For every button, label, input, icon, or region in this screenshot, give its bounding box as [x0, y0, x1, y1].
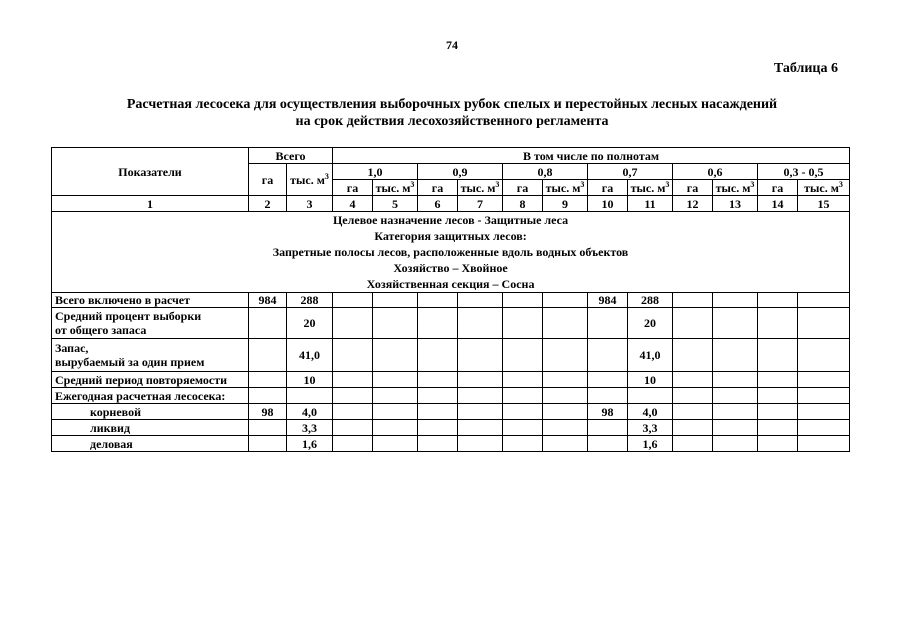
cell-total-m3: 1,6: [287, 436, 333, 452]
column-number: 14: [758, 196, 798, 212]
row-label-line: от общего запаса: [55, 323, 147, 337]
cell-d07-m3: 41,0: [628, 339, 673, 372]
row-label-line: корневой: [90, 404, 141, 419]
column-number: 9: [543, 196, 588, 212]
empty-cell: [713, 420, 758, 436]
empty-cell: [503, 436, 543, 452]
column-number: 8: [503, 196, 543, 212]
cell-d07-m3: 3,3: [628, 420, 673, 436]
header-m3: тыс. $м^3$: [713, 180, 758, 196]
empty-cell: [798, 420, 850, 436]
header-density-2: 0,9: [418, 164, 503, 180]
table-row: [52, 388, 850, 404]
header-ha: га: [503, 180, 543, 196]
header-total-ha: га: [249, 164, 287, 196]
empty-cell: [373, 404, 418, 420]
banner-purpose: Целевое назначение лесов - Защитные леса: [332, 213, 569, 227]
header-ha: га: [418, 180, 458, 196]
column-number: 6: [418, 196, 458, 212]
cell-d07-ha: [588, 339, 628, 372]
row-label-line: Средний период повторяемости: [55, 372, 228, 387]
header-ha: га: [758, 180, 798, 196]
empty-cell: [543, 420, 588, 436]
table-row: [52, 420, 850, 436]
empty-cell: [373, 420, 418, 436]
header-density-5: 0,6: [673, 164, 758, 180]
banner-economy: Хозяйство – Хвойное: [393, 261, 508, 275]
cell-total-m3: 3,3: [287, 420, 333, 436]
document-title: [0, 96, 904, 130]
cell-total-ha: [249, 420, 287, 436]
empty-cell: [458, 404, 503, 420]
allowable-cut-table: [51, 147, 850, 452]
empty-cell: [673, 404, 713, 420]
empty-cell: [758, 293, 798, 308]
cell-d07-ha: [588, 420, 628, 436]
empty-cell: [713, 388, 758, 404]
row-label: [52, 339, 249, 372]
empty-cell: [543, 339, 588, 372]
header-m3: тыс. $м^3$: [458, 180, 503, 196]
empty-cell: [333, 404, 373, 420]
empty-cell: [333, 308, 373, 339]
row-label: [52, 293, 249, 308]
column-number: 11: [628, 196, 673, 212]
table-row: [52, 436, 850, 452]
empty-cell: [373, 339, 418, 372]
cell-total-ha: [249, 436, 287, 452]
empty-cell: [373, 308, 418, 339]
cell-total-ha: [249, 339, 287, 372]
title-line-2: на срок действия лесохозяйственного регламента: [295, 114, 609, 129]
empty-cell: [758, 388, 798, 404]
empty-cell: [798, 339, 850, 372]
cell-d07-m3: 10: [628, 372, 673, 388]
cell-total-ha: 98: [249, 404, 287, 420]
header-density-6: 0,3 - 0,5: [758, 164, 850, 180]
cell-d07-ha: [588, 308, 628, 339]
cell-total-ha: [249, 308, 287, 339]
row-label-line: ликвид: [90, 420, 131, 435]
empty-cell: [458, 293, 503, 308]
cell-total-ha: [249, 372, 287, 388]
empty-cell: [713, 339, 758, 372]
cell-total-m3: 288: [287, 293, 333, 308]
empty-cell: [458, 388, 503, 404]
empty-cell: [503, 388, 543, 404]
empty-cell: [673, 372, 713, 388]
banner-section: Хозяйственная секция – Сосна: [366, 277, 535, 291]
header-ha: га: [588, 180, 628, 196]
row-label: [52, 420, 249, 436]
empty-cell: [758, 436, 798, 452]
header-m3: тыс. $м^3$: [798, 180, 850, 196]
empty-cell: [373, 293, 418, 308]
table-row: [52, 308, 850, 339]
empty-cell: [333, 372, 373, 388]
header-m3: тыс. $м^3$: [373, 180, 418, 196]
empty-cell: [758, 308, 798, 339]
cell-d07-ha: 98: [588, 404, 628, 420]
empty-cell: [418, 308, 458, 339]
cell-d07-ha: [588, 372, 628, 388]
empty-cell: [373, 436, 418, 452]
row-label-line: деловая: [90, 436, 133, 451]
empty-cell: [543, 293, 588, 308]
column-number: 2: [249, 196, 287, 212]
empty-cell: [503, 308, 543, 339]
row-label-line: вырубаемый за один прием: [55, 355, 205, 369]
column-number: 15: [798, 196, 850, 212]
table-row: [52, 372, 850, 388]
banner-zone: Запретные полосы лесов, расположенные вдоль водных объектов: [272, 245, 629, 259]
empty-cell: [503, 420, 543, 436]
cell-total-m3: 4,0: [287, 404, 333, 420]
empty-cell: [418, 293, 458, 308]
table-row: [52, 293, 850, 308]
empty-cell: [373, 372, 418, 388]
empty-cell: [458, 339, 503, 372]
empty-cell: [798, 308, 850, 339]
empty-cell: [503, 372, 543, 388]
empty-cell: [713, 372, 758, 388]
empty-cell: [798, 372, 850, 388]
column-number: 3: [287, 196, 333, 212]
cell-total-m3: [287, 388, 333, 404]
section-banner: [52, 212, 850, 293]
cell-d07-m3: [628, 388, 673, 404]
empty-cell: [543, 404, 588, 420]
empty-cell: [798, 404, 850, 420]
cell-d07-m3: 1,6: [628, 436, 673, 452]
header-by-density: В том числе по полнотам: [333, 148, 850, 164]
row-label: [52, 388, 249, 404]
empty-cell: [673, 420, 713, 436]
banner-category: Категория защитных лесов:: [374, 229, 527, 243]
empty-cell: [503, 339, 543, 372]
cell-d07-ha: [588, 436, 628, 452]
empty-cell: [333, 420, 373, 436]
column-number: 12: [673, 196, 713, 212]
header-ha: га: [333, 180, 373, 196]
empty-cell: [418, 339, 458, 372]
empty-cell: [333, 293, 373, 308]
empty-cell: [418, 388, 458, 404]
empty-cell: [713, 293, 758, 308]
header-density-4: 0,7: [588, 164, 673, 180]
empty-cell: [758, 372, 798, 388]
empty-cell: [458, 420, 503, 436]
header-density-3: 0,8: [503, 164, 588, 180]
column-number: 4: [333, 196, 373, 212]
empty-cell: [418, 420, 458, 436]
empty-cell: [713, 436, 758, 452]
row-label-line: Ежегодная расчетная лесосека:: [55, 388, 226, 403]
column-number: 7: [458, 196, 503, 212]
empty-cell: [503, 404, 543, 420]
empty-cell: [673, 339, 713, 372]
empty-cell: [333, 388, 373, 404]
header-row-1: [52, 148, 850, 164]
empty-cell: [503, 293, 543, 308]
cell-total-m3: 10: [287, 372, 333, 388]
empty-cell: [543, 308, 588, 339]
row-label-line: Всего включено в расчет: [55, 293, 191, 307]
empty-cell: [333, 436, 373, 452]
page-number: 74: [446, 38, 458, 52]
cell-total-ha: 984: [249, 293, 287, 308]
empty-cell: [758, 404, 798, 420]
empty-cell: [798, 293, 850, 308]
empty-cell: [373, 388, 418, 404]
empty-cell: [418, 436, 458, 452]
title-line-1: Расчетная лесосека для осуществления выборочных рубок спелых и перестойных лесных насаждений: [126, 97, 778, 112]
empty-cell: [673, 388, 713, 404]
cell-d07-ha: [588, 388, 628, 404]
empty-cell: [543, 388, 588, 404]
row-label: [52, 308, 249, 339]
cell-d07-m3: 4,0: [628, 404, 673, 420]
header-ha: га: [673, 180, 713, 196]
cell-d07-m3: 288: [628, 293, 673, 308]
empty-cell: [543, 436, 588, 452]
table-row: [52, 339, 850, 372]
cell-total-m3: 20: [287, 308, 333, 339]
empty-cell: [458, 308, 503, 339]
row-label: [52, 436, 249, 452]
header-density-1: 1,0: [333, 164, 418, 180]
cell-total-ha: [249, 388, 287, 404]
empty-cell: [673, 436, 713, 452]
column-number: 13: [713, 196, 758, 212]
empty-cell: [418, 372, 458, 388]
header-total-m3: тыс. $м^3$: [287, 164, 333, 196]
empty-cell: [543, 372, 588, 388]
empty-cell: [798, 388, 850, 404]
empty-cell: [458, 436, 503, 452]
header-m3: тыс. $м^3$: [543, 180, 588, 196]
row-label: [52, 372, 249, 388]
cell-d07-m3: 20: [628, 308, 673, 339]
empty-cell: [798, 436, 850, 452]
empty-cell: [758, 420, 798, 436]
empty-cell: [458, 372, 503, 388]
column-number: 1: [52, 196, 249, 212]
empty-cell: [418, 404, 458, 420]
table-row: [52, 404, 850, 420]
cell-d07-ha: 984: [588, 293, 628, 308]
empty-cell: [713, 308, 758, 339]
row-label-line: Запас,: [55, 341, 89, 355]
empty-cell: [673, 293, 713, 308]
header-m3: тыс. $м^3$: [628, 180, 673, 196]
empty-cell: [713, 404, 758, 420]
column-number-row: [52, 196, 850, 212]
cell-total-m3: 41,0: [287, 339, 333, 372]
header-total: Всего: [249, 148, 333, 164]
banner-row: [52, 212, 850, 293]
empty-cell: [333, 339, 373, 372]
header-indicators: Показатели: [52, 148, 249, 196]
row-label: [52, 404, 249, 420]
empty-cell: [673, 308, 713, 339]
row-label-line: Средний процент выборки: [55, 309, 202, 323]
table-label: Таблица 6: [773, 61, 838, 76]
column-number: 10: [588, 196, 628, 212]
column-number: 5: [373, 196, 418, 212]
empty-cell: [758, 339, 798, 372]
